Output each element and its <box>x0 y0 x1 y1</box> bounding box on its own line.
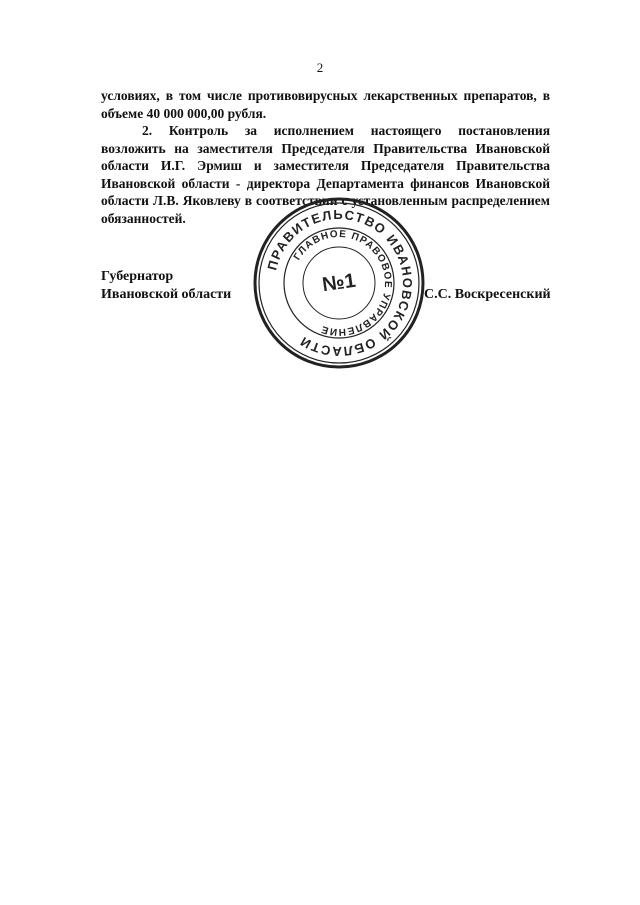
signatory-position-line-1: Губернатор <box>101 269 174 284</box>
official-seal <box>252 196 426 370</box>
page-number: 2 <box>316 60 324 75</box>
seal-outer-text: ПРАВИТЕЛЬСТВО ИВАНОВСКОЙ ОБЛАСТИ <box>264 206 416 360</box>
seal-center-number: №1 <box>320 269 358 297</box>
seal-graphic <box>252 196 426 370</box>
seal-inner-text: ГЛАВНОЕ ПРАВОВОЕ УПРАВЛЕНИЕ <box>291 228 394 338</box>
paragraph-1: условиях, в том числе противовирусных лекарственных препаратов, в объеме 40 000 000,00 рубля. <box>101 88 550 121</box>
signatory-position <box>101 268 231 304</box>
signatory-name: С.С. Воскресенский <box>424 287 551 302</box>
paragraph-2: 2. Контроль за исполнением настоящего постановления возложить на заместителя Председателя Правительства Ивановской области И.Г. Эрмиш и заместителя Председателя Правительства Ивановской области - директора Департамента финансов Ивановской области Л.В. Яковлеву в соответствии с установленным распределением обязанностей. <box>101 123 550 226</box>
signatory-position-line-2: Ивановской области <box>101 287 232 302</box>
